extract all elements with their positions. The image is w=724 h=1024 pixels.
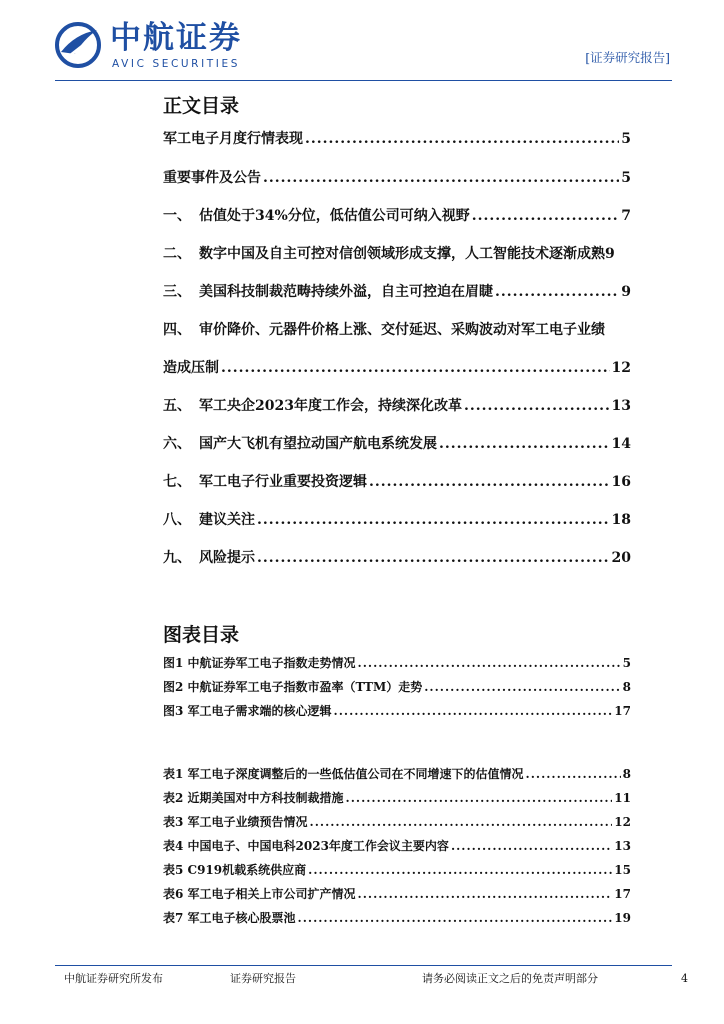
table-entry-text: 表6 军工电子相关上市公司扩产情况 bbox=[163, 887, 356, 901]
toc-entry-number: 七、 bbox=[163, 474, 191, 490]
toc-leader bbox=[308, 863, 612, 878]
figure-entry-page: 8 bbox=[622, 680, 631, 694]
toc-entry[interactable] bbox=[163, 397, 631, 415]
toc-entry[interactable] bbox=[163, 473, 631, 491]
toc-entry-page: 5 bbox=[621, 170, 631, 186]
table-entry-page: 13 bbox=[614, 839, 631, 853]
toc-leader bbox=[334, 704, 613, 719]
figure-entry-page: 17 bbox=[614, 704, 631, 718]
figure-entry-text: 图2 中航证券军工电子指数市盈率（TTM）走势 bbox=[163, 680, 423, 694]
toc-entry-number: 四、 bbox=[163, 322, 191, 338]
toc-leader bbox=[263, 169, 619, 187]
footer-report-type: 证券研究报告 bbox=[230, 972, 296, 985]
toc-entry-text: 军工电子行业重要投资逻辑 bbox=[199, 474, 367, 490]
toc-leader bbox=[298, 911, 613, 926]
toc-entry[interactable] bbox=[163, 245, 631, 263]
page-header bbox=[0, 0, 724, 82]
main-toc-title: 正文目录 bbox=[163, 95, 240, 117]
table-entry-text: 表4 中国电子、中国电科2023年度工作会议主要内容 bbox=[163, 839, 449, 853]
toc-entry-page: 5 bbox=[621, 131, 631, 147]
table-entry-text: 表5 C919机载系统供应商 bbox=[163, 863, 307, 877]
table-entry[interactable] bbox=[163, 863, 631, 878]
toc-entry-text: 风险提示 bbox=[199, 550, 255, 566]
toc-leader bbox=[526, 767, 621, 782]
figure-entry-text: 图1 中航证券军工电子指数走势情况 bbox=[163, 656, 356, 670]
toc-entry-number: 三、 bbox=[163, 284, 191, 300]
table-entry-page: 19 bbox=[614, 911, 631, 925]
table-entry[interactable] bbox=[163, 815, 631, 830]
toc-entry-page: 14 bbox=[611, 436, 631, 452]
brand-name-cn: 中航证券 bbox=[110, 20, 242, 56]
toc-leader bbox=[472, 207, 619, 225]
table-entry-text: 表3 军工电子业绩预告情况 bbox=[163, 815, 308, 829]
toc-entry-text: 军工电子月度行情表现 bbox=[163, 131, 303, 147]
toc-entry[interactable] bbox=[163, 283, 631, 301]
toc-entry[interactable] bbox=[163, 435, 631, 453]
toc-entry-number: 五、 bbox=[163, 398, 191, 414]
figure-entry[interactable] bbox=[163, 704, 631, 719]
toc-leader bbox=[221, 359, 610, 377]
toc-entry-text: 重要事件及公告 bbox=[163, 170, 261, 186]
toc-entry-text: 国产大飞机有望拉动国产航电系统发展 bbox=[199, 436, 437, 452]
brand-name-en: AVIC SECURITIES bbox=[112, 58, 240, 70]
toc-entry[interactable] bbox=[163, 549, 631, 567]
toc-entry-page: 7 bbox=[621, 208, 631, 224]
footer-divider bbox=[55, 965, 672, 966]
toc-leader bbox=[358, 656, 621, 671]
table-entry[interactable] bbox=[163, 911, 631, 926]
toc-entry[interactable] bbox=[163, 359, 631, 377]
figure-entry[interactable] bbox=[163, 656, 631, 671]
toc-leader bbox=[257, 549, 610, 567]
figure-entry-text: 图3 军工电子需求端的核心逻辑 bbox=[163, 704, 332, 718]
toc-leader bbox=[451, 839, 612, 854]
table-entry-page: 15 bbox=[614, 863, 631, 877]
toc-entry-text: 美国科技制裁范畴持续外溢，自主可控迫在眉睫 bbox=[199, 284, 493, 300]
toc-entry-number: 八、 bbox=[163, 512, 191, 528]
toc-entry-text: 造成压制 bbox=[163, 360, 219, 376]
toc-entry[interactable] bbox=[163, 130, 631, 148]
table-entry-text: 表1 军工电子深度调整后的一些低估值公司在不同增速下的估值情况 bbox=[163, 767, 524, 781]
toc-entry-page: 9 bbox=[621, 284, 631, 300]
figure-entry[interactable] bbox=[163, 680, 631, 695]
table-entry[interactable] bbox=[163, 887, 631, 902]
toc-entry[interactable] bbox=[163, 511, 631, 529]
avic-logo-icon bbox=[55, 22, 101, 68]
toc-entry-number: 一、 bbox=[163, 208, 191, 224]
toc-leader bbox=[346, 791, 613, 806]
toc-leader bbox=[439, 435, 610, 453]
toc-entry[interactable] bbox=[163, 321, 631, 339]
toc-entry[interactable] bbox=[163, 169, 631, 187]
figure-toc-title: 图表目录 bbox=[163, 624, 240, 646]
toc-leader bbox=[464, 397, 610, 415]
table-entry-page: 17 bbox=[614, 887, 631, 901]
table-entry-page: 12 bbox=[614, 815, 631, 829]
toc-entry-page: 12 bbox=[611, 360, 631, 376]
toc-leader bbox=[424, 680, 620, 695]
footer-disclaimer: 请务必阅读正文之后的免责声明部分 bbox=[422, 972, 598, 985]
toc-leader bbox=[257, 511, 610, 529]
toc-entry-page: 16 bbox=[611, 474, 631, 490]
toc-entry-page: 13 bbox=[611, 398, 631, 414]
header-divider bbox=[55, 80, 672, 81]
toc-entry-page: 9 bbox=[605, 246, 615, 262]
toc-leader bbox=[369, 473, 610, 491]
table-entry[interactable] bbox=[163, 767, 631, 782]
toc-entry-text: 建议关注 bbox=[199, 512, 255, 528]
table-entry[interactable] bbox=[163, 839, 631, 854]
toc-entry-text: 审价降价、元器件价格上涨、交付延迟、采购波动对军工电子业绩 bbox=[199, 322, 605, 338]
toc-entry-text: 数字中国及自主可控对信创领域形成支撑，人工智能技术逐渐成熟 bbox=[199, 246, 605, 262]
page-number: 4 bbox=[681, 972, 688, 985]
toc-entry-page: 18 bbox=[611, 512, 631, 528]
toc-leader bbox=[310, 815, 613, 830]
toc-entry[interactable] bbox=[163, 207, 631, 225]
toc-entry-number: 九、 bbox=[163, 550, 191, 566]
toc-entry-number: 六、 bbox=[163, 436, 191, 452]
report-type-tag: [证券研究报告] bbox=[585, 50, 670, 65]
toc-entry-number: 二、 bbox=[163, 246, 191, 262]
toc-entry-text: 军工央企2023年度工作会，持续深化改革 bbox=[199, 398, 462, 414]
table-entry-page: 8 bbox=[622, 767, 631, 781]
table-entry-text: 表7 军工电子核心股票池 bbox=[163, 911, 296, 925]
toc-entry-text: 估值处于34%分位，低估值公司可纳入视野 bbox=[199, 208, 470, 224]
toc-leader bbox=[358, 887, 613, 902]
figure-entry-page: 5 bbox=[622, 656, 631, 670]
table-entry-page: 11 bbox=[614, 791, 631, 805]
footer-publisher: 中航证券研究所发布 bbox=[64, 972, 163, 985]
toc-leader bbox=[305, 130, 619, 148]
table-entry[interactable] bbox=[163, 791, 631, 806]
toc-entry-page: 20 bbox=[611, 550, 631, 566]
toc-leader bbox=[495, 283, 619, 301]
table-entry-text: 表2 近期美国对中方科技制裁措施 bbox=[163, 791, 344, 805]
